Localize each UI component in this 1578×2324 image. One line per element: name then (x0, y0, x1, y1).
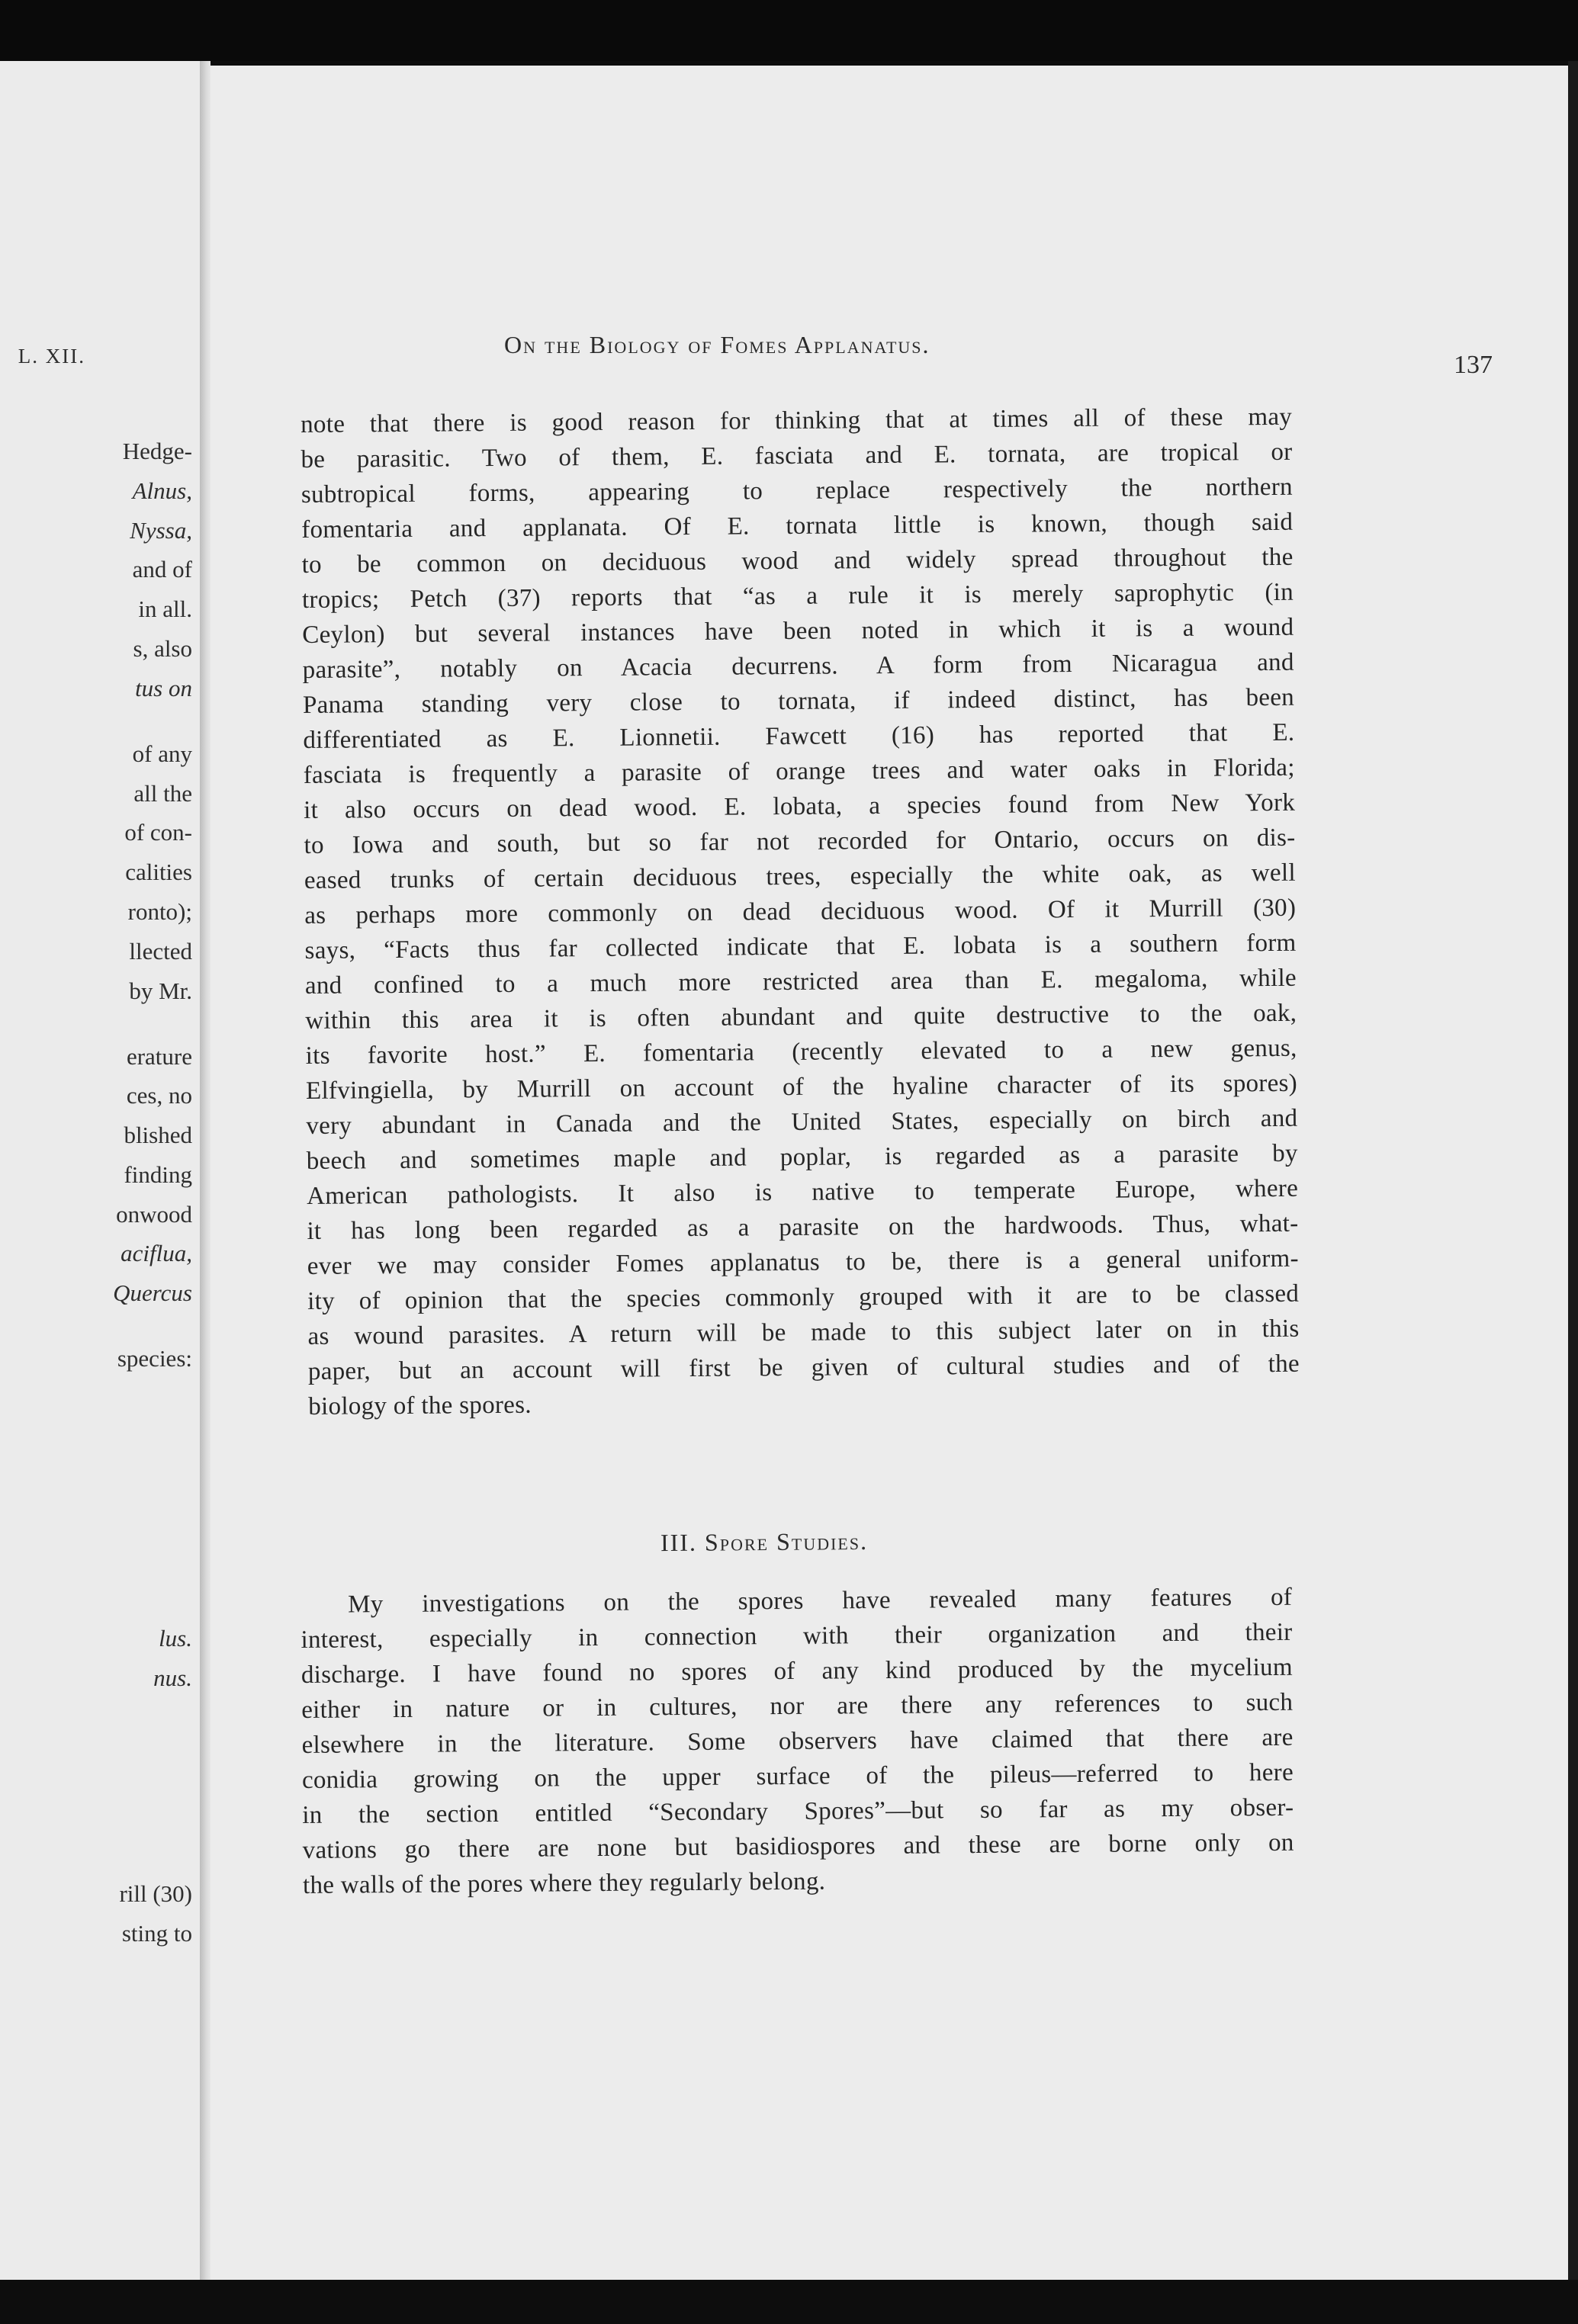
text-line: as wound parasites. A return will be made to this subject later on in this (307, 1314, 1300, 1350)
text-line: interest, especially in connection with their organization and their (300, 1618, 1293, 1654)
text-line: fasciata is frequently a parasite of orange trees and water oaks in Florida; (303, 753, 1295, 789)
left-page-fragment: in all. (138, 595, 192, 622)
left-page (0, 61, 200, 2280)
scan-border-bottom (0, 2280, 1578, 2324)
text-line: discharge. I have found no spores of any kind produced by the mycelium (300, 1653, 1294, 1689)
left-page-fragment: calities (125, 859, 192, 885)
text-line: to Iowa and south, but so far not recorded for Ontario, occurs on dis- (304, 823, 1296, 859)
left-page-fragment: finding (124, 1161, 192, 1188)
text-line: and confined to a much more restricted area than E. megaloma, while (304, 964, 1297, 1000)
paragraph-spore-studies (300, 1580, 1294, 1903)
left-page-fragment: ronto); (127, 898, 192, 925)
text-line: ity of opinion that the species commonly grouped with it are to be classed (307, 1279, 1300, 1315)
text-line: beech and sometimes maple and poplar, is regarded as a parasite by (306, 1139, 1298, 1175)
left-page-fragment: and of (132, 556, 192, 583)
text-line: differentiated as E. Lionnetii. Fawcett (16) has reported that E. (303, 718, 1295, 754)
left-page-fragment: Alnus, (132, 477, 192, 504)
running-head: On the Biology of Fomes Applanatus. (504, 331, 930, 358)
left-page-fragment: nus. (153, 1664, 192, 1691)
text-line: tropics; Petch (37) reports that “as a rule it is merely saprophytic (in (301, 578, 1294, 614)
text-line: the walls of the pores where they regularly belong. (302, 1867, 826, 1899)
left-page-fragment: rill (30) (119, 1880, 192, 1907)
left-page-fragment: onwood (116, 1201, 192, 1228)
left-page-fragment: ces, no (126, 1082, 192, 1109)
left-page-fragment: aciflua, (121, 1240, 192, 1266)
book-gutter (200, 61, 211, 2280)
left-page-fragment: tus on (135, 675, 192, 701)
left-page-fragment: by Mr. (129, 977, 192, 1004)
text-line: it has long been regarded as a parasite on the hardwoods. Thus, what- (307, 1209, 1299, 1245)
text-line: either in nature or in cultures, nor are there any references to such (301, 1688, 1294, 1724)
section-heading: III. Spore Studies. (660, 1526, 869, 1557)
text-line: Elfvingiella, by Murrill on account of the hyaline character of its spores) (305, 1069, 1298, 1105)
left-page-fragment: all the (133, 780, 192, 807)
paragraph-fomes-relatives (300, 400, 1300, 1424)
text-line: vations go there are none but basidiospores and these are borne only on (302, 1828, 1294, 1864)
left-page-fragment: llected (129, 938, 192, 965)
text-line: to be common on deciduous wood and widely spread throughout the (301, 543, 1294, 579)
text-line: Ceylon) but several instances have been noted in which it is a wound (302, 613, 1294, 649)
text-line: biology of the spores. (308, 1391, 532, 1420)
text-line: Panama standing very close to tornata, if indeed distinct, has been (302, 683, 1295, 719)
text-line: says, “Facts thus far collected indicate that E. lobata is a southern form (304, 929, 1297, 965)
text-line: within this area it is often abundant and quite destructive to the oak, (305, 999, 1297, 1035)
left-page-fragment: of con- (124, 819, 192, 846)
left-running-head: L. XII. (18, 345, 85, 368)
scan-border-right (1568, 61, 1578, 2280)
text-line: note that there is good reason for thinking that at times all of these may (300, 403, 1293, 438)
left-page-fragment: Hedge- (122, 438, 192, 464)
left-page-fragment: sting to (121, 1920, 192, 1947)
left-page-fragment: lus. (159, 1625, 192, 1652)
left-page-fragment: of any (132, 740, 192, 767)
page-number: 137 (1454, 351, 1493, 379)
text-line: fomentaria and applanata. Of E. tornata little is known, though said (301, 508, 1294, 544)
text-line: conidia growing on the upper surface of the pileus—referred to here (301, 1758, 1294, 1794)
text-line: subtropical forms, appearing to replace respectively the northern (300, 473, 1294, 509)
left-page-fragment: erature (126, 1043, 192, 1070)
left-page-fragment: Nyssa, (130, 517, 192, 544)
text-line: as perhaps more commonly on dead deciduous wood. Of it Murrill (30) (304, 894, 1297, 929)
scan-border-top (0, 0, 1578, 61)
text-line: be parasitic. Two of them, E. fasciata and E. tornata, are tropical or (300, 438, 1293, 473)
right-page (211, 66, 1568, 2280)
text-line: in the section entitled “Secondary Spores”—but so far as my obser- (302, 1793, 1294, 1829)
text-line: elsewhere in the literature. Some observers have claimed that there are (301, 1723, 1294, 1759)
text-line: very abundant in Canada and the United States, especially on birch and (306, 1104, 1298, 1140)
text-line: American pathologists. It also is native to temperate Europe, where (306, 1174, 1299, 1210)
left-page-fragment: Quercus (113, 1279, 192, 1306)
text-line: it also occurs on dead wood. E. lobata, a species found from New York (304, 788, 1296, 824)
left-page-fragment: s, also (133, 635, 192, 662)
text-line: paper, but an account will first be given of cultural studies and of the (307, 1350, 1300, 1385)
left-page-fragment: blished (124, 1122, 192, 1148)
text-line: My investigations on the spores have revealed many features of (348, 1583, 1293, 1619)
text-line: parasite”, notably on Acacia decurrens. A form from Nicaragua and (302, 648, 1294, 684)
left-page-fragment: species: (117, 1345, 192, 1372)
text-line: ever we may consider Fomes applanatus to be, there is a general uniform- (307, 1244, 1299, 1280)
text-line: its favorite host.” E. fomentaria (recently elevated to a new genus, (305, 1034, 1297, 1070)
text-line: eased trunks of certain deciduous trees, especially the white oak, as well (304, 859, 1296, 894)
